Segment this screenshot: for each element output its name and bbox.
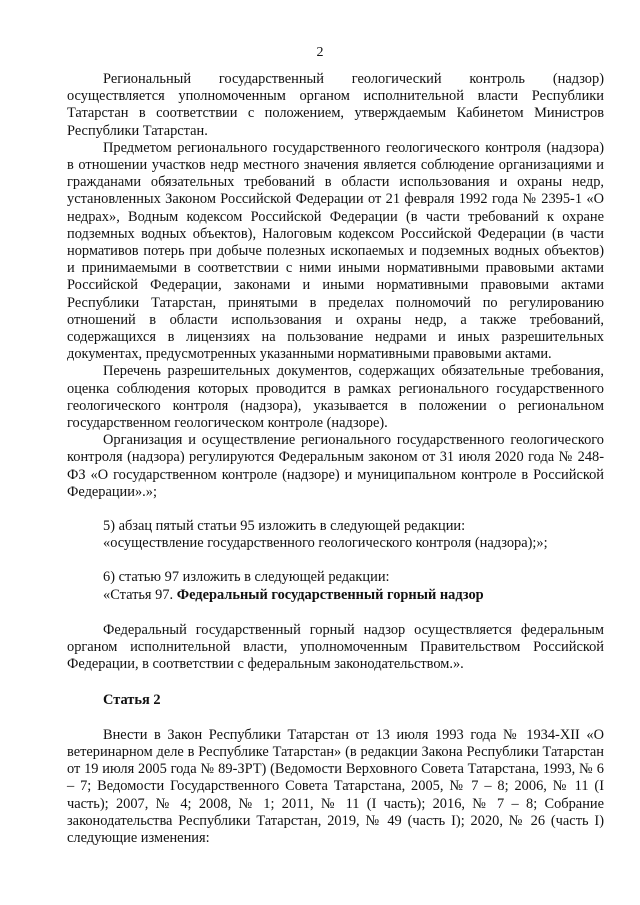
- item-6-instruction: 6) статью 97 изложить в следующей редакции:: [103, 569, 390, 586]
- paragraph-organization-of-control: Организация и осуществление регионального государственного геологического контроля (надзора) регулируются Федеральным законом от 31 июля 2020 года № 248-ФЗ «О государственном контроле (надзоре) и муниципальном контроле в Российской Федерации».»;: [67, 432, 604, 500]
- paragraph-subject-of-control: Предметом регионального государственного геологического контроля (надзора) в отношении участков недр местного значения является соблюдение организациями и гражданами обязательных требований в области использования и охраны недр, установленных Законом Российской Федерации от 21 февраля 1992 года № 2395-1 «О недрах», Водным кодексом Российской Федерации (в части требований к охране подземных водных объектов), Налоговым кодексом Российской Федерации (в части нормативов потерь при добыче полезных ископаемых и подземных водных объектов) и принимаемыми в соответствии с ними иными нормативными правовыми актами Российской Федерации, законами и иными нормативными правовыми актами Республики Татарстан, принятыми в пределах полномочий по регулированию отношений в области использования и охраны недр, а также требований, содержащихся в лицензиях на пользование недрами и иных разрешительных документах, предусмотренных указанными нормативными правовыми актами.: [67, 139, 604, 363]
- article-2-heading: Статья 2: [103, 691, 161, 708]
- article-97-heading: [67, 587, 604, 604]
- page-number: 2: [316, 45, 324, 60]
- paragraph-permit-documents: Перечень разрешительных документов, содержащих обязательные требования, оценка соблюдения которых проводится в рамках регионального государственного геологического контроля (надзора), указывается в положении о региональном государственном геологическом контроле (надзоре).: [67, 363, 604, 432]
- spacer: [67, 674, 604, 692]
- article-97-title: Федеральный государственный горный надзор: [176, 586, 484, 603]
- document-body: [67, 71, 604, 847]
- spacer: [67, 501, 604, 518]
- spacer: [67, 709, 604, 727]
- item-5-instruction: 5) абзац пятый статьи 95 изложить в следующей редакции:: [103, 518, 466, 535]
- paragraph-federal-mining-supervision: Федеральный государственный горный надзор осуществляется федеральным органом исполнительной власти, уполномоченным Правительством Российской Федерации, в соответствии с федеральным законодательством.».: [67, 621, 604, 673]
- item-5-text: «осуществление государственного геологического контроля (надзора);»;: [103, 535, 548, 552]
- paragraph-amend-veterinary-law: Внести в Закон Республики Татарстан от 13 июля 1993 года № 1934-XII «О ветеринарном деле в Республике Татарстан» (в редакции Закона Республики Татарстан от 19 июля 2005 года № 89-ЗРТ) (Ведомости Верховного Совета Татарстана, 1993, № 6 – 7; Ведомости Государственного Совета Татарстана, 2005, № 7 – 8; 2006, № 11 (I часть); 2007, № 4; 2008, № 1; 2011, № 11 (I часть); 2016, № 7 – 8; Собрание законодательства Республики Татарстан, 2019, № 49 (часть I); 2020, № 26 (часть I) следующие изменения:: [67, 726, 604, 846]
- article-97-prefix: «Статья 97.: [103, 586, 177, 603]
- spacer: [67, 604, 604, 622]
- spacer: [67, 552, 604, 569]
- paragraph-regional-control: Региональный государственный геологический контроль (надзор) осуществляется уполномоченным органом исполнительной власти Республики Татарстан в соответствии с положением, утверждаемым Кабинетом Министров Республики Татарстан.: [67, 71, 604, 139]
